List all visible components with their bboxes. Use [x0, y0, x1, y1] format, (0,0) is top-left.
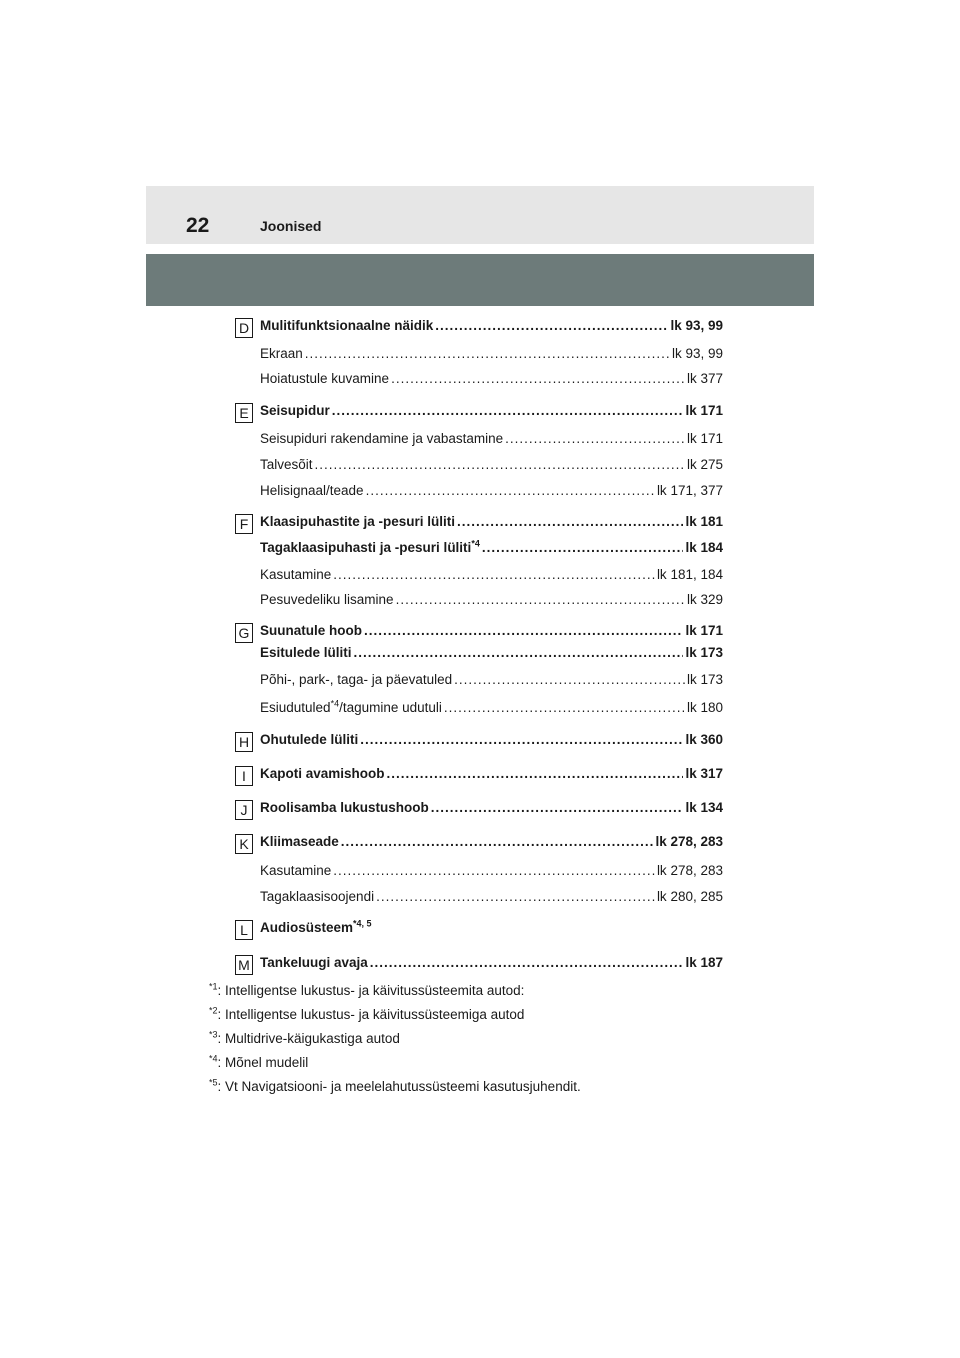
footnote: [209, 1055, 308, 1070]
toc-entry-page: lk 93, 99: [670, 318, 723, 333]
toc-entry-page: lk 181: [685, 514, 723, 529]
toc-entry-label: Helisignaal/teade: [260, 483, 364, 498]
toc-entry-label: Esitulede lüliti: [260, 645, 352, 660]
toc-entry-page: lk 280, 285: [656, 889, 723, 904]
toc-entry-label: Ohutulede lüliti: [260, 732, 359, 747]
toc-entry-label: Kapoti avamishoob: [260, 766, 385, 781]
toc-subentry: [260, 346, 723, 361]
toc-entry-page: lk 278, 283: [656, 863, 723, 878]
toc-entry-label: Klaasipuhastite ja -pesuri lüliti: [260, 514, 456, 529]
footnote-mark: *4: [209, 1053, 218, 1064]
footnote-ref: *4: [330, 698, 340, 709]
toc-subentry: [260, 483, 723, 498]
toc-entry-label: Talvesõit: [260, 457, 313, 472]
footnote: [209, 983, 524, 998]
toc-entry-page: lk 275: [686, 457, 723, 472]
toc-entry-label: Tankeluugi avaja: [260, 955, 368, 970]
toc-entry: [260, 540, 723, 555]
letter-marker-l: L: [235, 920, 253, 940]
toc-entry-page: lk 181, 184: [656, 567, 723, 582]
toc-entry: [260, 920, 723, 935]
toc-entry: [260, 766, 723, 781]
toc-entry-page: lk 173: [685, 645, 723, 660]
letter-marker-g: G: [235, 623, 253, 643]
toc-entry-page: lk 377: [686, 371, 723, 386]
letter-marker-m: M: [235, 955, 253, 975]
toc-subentry: [260, 700, 723, 715]
page-number: 22: [186, 214, 210, 237]
toc-entry: [260, 955, 723, 970]
toc-entry-page: lk 184: [685, 540, 723, 555]
section-band: [146, 254, 814, 306]
footnote-text: : Multidrive-käigukastiga autod: [217, 1031, 400, 1046]
toc-entry-label-cont: /tagumine udutuli: [339, 700, 442, 715]
toc-entry-page: lk 187: [685, 955, 723, 970]
footnote: [209, 1007, 524, 1022]
toc-entry-page: lk 278, 283: [655, 834, 723, 849]
toc-entry: [260, 403, 723, 418]
header-bar: [146, 186, 814, 244]
toc-entry-page: lk 317: [685, 766, 723, 781]
section-title: Joonised: [260, 218, 322, 234]
toc-subentry: [260, 457, 723, 472]
toc-entry-label: Ekraan: [260, 346, 303, 361]
footnote-ref: *4: [471, 538, 480, 549]
footnote-mark: *3: [209, 1029, 218, 1040]
toc-entry-page: lk 171: [685, 623, 723, 638]
toc-entry-label: Kasutamine: [260, 863, 332, 878]
letter-marker-j: J: [235, 800, 253, 820]
toc-entry-label: Põhi-, park-, taga- ja päevatuled: [260, 672, 453, 687]
letter-marker-k: K: [235, 834, 253, 854]
toc-entry-page: lk 329: [686, 592, 723, 607]
toc-entry-label: Pesuvedeliku lisamine: [260, 592, 394, 607]
toc-entry: [260, 834, 723, 849]
toc-subentry: [260, 567, 723, 582]
toc-entry-label: Seisupiduri rakendamine ja vabastamine: [260, 431, 504, 446]
letter-marker-e: E: [235, 403, 253, 423]
toc-entry-page: lk 171: [686, 431, 723, 446]
letter-marker-f: F: [235, 514, 253, 534]
footnote-text: : Intelligentse lukustus- ja käivitussüsteemita autod:: [217, 983, 525, 998]
footnote-mark: *2: [209, 1005, 218, 1016]
toc-subentry: [260, 889, 723, 904]
toc-entry-page: lk 171: [685, 403, 723, 418]
toc-entry-label: Seisupidur: [260, 403, 330, 418]
footnote-text: : Mõnel mudelil: [217, 1055, 309, 1070]
letter-marker-i: I: [235, 766, 253, 786]
toc-entry-label: Audiosüsteem: [260, 920, 354, 935]
letter-marker-h: H: [235, 732, 253, 752]
toc-subentry: [260, 863, 723, 878]
toc-entry-label: Suunatule hoob: [260, 623, 362, 638]
toc-entry-label: Tagaklaasisoojendi: [260, 889, 375, 904]
letter-marker-d: D: [235, 318, 253, 338]
toc-entry-label: Mulitifunktsionaalne näidik: [260, 318, 434, 333]
toc-entry-page: lk 171, 377: [656, 483, 723, 498]
footnote-text: : Intelligentse lukustus- ja käivitussüsteemiga autod: [217, 1007, 525, 1022]
toc-entry: [260, 800, 723, 815]
footnote: [209, 1031, 400, 1046]
toc-entry: [260, 623, 723, 638]
toc-entry-page: lk 180: [686, 700, 723, 715]
footnote-mark: *5: [209, 1077, 218, 1088]
toc-subentry: [260, 371, 723, 386]
toc-entry: [260, 645, 723, 660]
toc-entry-label: Hoiatustule kuvamine: [260, 371, 390, 386]
footnote-text: : Vt Navigatsiooni- ja meelelahutussüsteemi kasutusjuhendit.: [217, 1079, 581, 1094]
toc-subentry: [260, 592, 723, 607]
toc-entry-page: lk 134: [685, 800, 723, 815]
toc-subentry: [260, 431, 723, 446]
footnote: [209, 1079, 581, 1094]
footnote-ref: *4, 5: [353, 918, 372, 929]
toc-entry-label: Esiudutuled: [260, 700, 331, 715]
toc-subentry: [260, 672, 723, 687]
toc-entry-label: Roolisamba lukustushoob: [260, 800, 429, 815]
toc-entry: [260, 732, 723, 747]
toc-entry-label: Kasutamine: [260, 567, 332, 582]
footnote-mark: *1: [209, 981, 218, 992]
toc-entry-label: Kliimaseade: [260, 834, 339, 849]
toc-entry-page: lk 93, 99: [671, 346, 723, 361]
toc-entry-page: lk 360: [685, 732, 723, 747]
toc-entry-page: lk 173: [686, 672, 723, 687]
toc-entry: [260, 318, 723, 333]
toc-entry: [260, 514, 723, 529]
toc-entry-label: Tagaklaasipuhasti ja -pesuri lüliti: [260, 540, 472, 555]
